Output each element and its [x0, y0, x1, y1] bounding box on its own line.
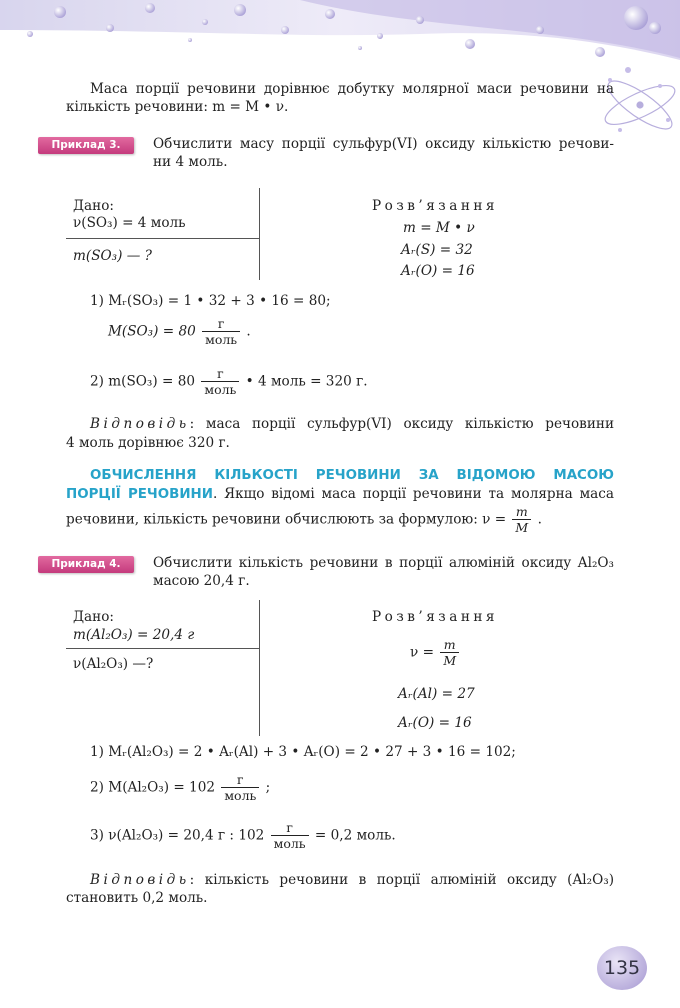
example-3-given-label: Дано:	[73, 198, 114, 214]
example-4-step-2-end: ;	[265, 779, 271, 796]
example-4-ar-al: Aᵣ(Al) = 27	[398, 686, 475, 702]
fraction-numerator: г	[201, 366, 239, 382]
example-4-task-line-1: Обчислити кількість речовини в порції алюміній оксиду Al₂O₃	[153, 555, 614, 571]
section-formula-text: речовини, кількість речовини обчислюють за формулою: ν =	[66, 511, 507, 528]
answer-text: : маса порції сульфур(VI) оксиду кількістю речовини	[189, 416, 614, 432]
example-4-formula-nu: ν =	[410, 644, 434, 661]
example-3-step-2-left: 2) m(SO₃) = 80	[90, 373, 196, 390]
example-4-given-label: Дано:	[73, 609, 114, 625]
example-4-step-3	[90, 820, 396, 851]
example-3-step-1b	[108, 316, 251, 347]
example-4-formula-fraction	[440, 637, 459, 668]
example-3-vertical-divider	[259, 188, 260, 280]
answer-label: Відповідь	[90, 872, 190, 888]
example-4-step-3-fraction	[271, 820, 309, 851]
example-3-step-1: 1) Mᵣ(SO₃) = 1 • 32 + 3 • 16 = 80;	[90, 293, 331, 309]
fraction-denominator: M	[443, 653, 457, 668]
example-3-step-2-fraction	[201, 366, 239, 397]
example-3-task-line-2: ни 4 моль.	[153, 154, 228, 170]
example-4-task-line-2: масою 20,4 г.	[153, 573, 250, 589]
example-3-given-divider	[66, 238, 260, 239]
example-4-ar-o: Aᵣ(O) = 16	[398, 715, 472, 731]
example-3-step-1b-end: .	[246, 323, 251, 340]
fraction-denominator: моль	[224, 788, 257, 803]
example-3-step-2	[90, 366, 368, 397]
example-4-step-2	[90, 772, 270, 803]
example-4-step-3-left: 3) ν(Al₂O₃) = 20,4 г : 102	[90, 827, 265, 844]
example-3-step-1b-left: M(SO₃) = 80	[108, 323, 196, 340]
example-4-given-value: m(Al₂O₃) = 20,4 г	[73, 627, 195, 643]
section-heading-line-1: ОБЧИСЛЕННЯ КІЛЬКОСТІ РЕЧОВИНИ ЗА ВІДОМОЮ МАСОЮ	[90, 468, 614, 483]
example-3-answer-line-1	[90, 415, 614, 433]
example-4-step-2-left: 2) M(Al₂O₃) = 102	[90, 779, 215, 796]
example-4-answer-line-2: становить 0,2 моль.	[66, 890, 208, 906]
example-3-step-1b-fraction	[202, 316, 240, 347]
example-3-answer-line-2: 4 моль дорівнює 320 г.	[66, 435, 230, 451]
example-3-find: m(SO₃) — ?	[73, 248, 152, 264]
page-number: 135	[597, 946, 647, 990]
fraction-numerator: г	[271, 820, 309, 836]
section-formula-end: .	[537, 511, 542, 528]
example-4-given-divider	[66, 648, 260, 649]
fraction-numerator: m	[440, 637, 459, 653]
example-4-answer-line-1	[90, 871, 614, 889]
section-text-after-heading: . Якщо відомі маса порції речовини та молярна маса	[212, 486, 614, 502]
fraction-numerator: m	[512, 504, 531, 520]
example-4-step-1: 1) Mᵣ(Al₂O₃) = 2 • Aᵣ(Al) + 3 • Aᵣ(O) = 2 • 27 + 3 • 16 = 102;	[90, 744, 516, 760]
fraction-denominator: моль	[204, 382, 237, 397]
example-4-find: ν(Al₂O₃) —?	[73, 656, 154, 672]
example-3-ar-s: Aᵣ(S) = 32	[401, 242, 473, 258]
intro-line-1: Маса порції речовини дорівнює добутку молярної маси речовини на	[90, 81, 614, 97]
example-3-solution-label: Розв’язання	[372, 198, 499, 214]
example-4-formula	[410, 637, 461, 668]
answer-text: : кількість речовини в порції алюміній оксиду (Al₂O₃)	[189, 872, 614, 888]
intro-line-2: кількість речовини: m = M • ν.	[66, 99, 289, 115]
section-formula-fraction	[512, 504, 531, 535]
example-3-given-value: ν(SO₃) = 4 моль	[73, 215, 186, 231]
example-3-task-line-1: Обчислити масу порції сульфур(VI) оксиду кількістю речови-	[153, 136, 614, 152]
example-3-step-2-right: • 4 моль = 320 г.	[245, 373, 368, 390]
example-4-solution-label: Розв’язання	[372, 609, 499, 625]
fraction-denominator: моль	[273, 836, 306, 851]
section-line-2	[66, 485, 614, 504]
example-4-vertical-divider	[259, 600, 260, 736]
example-3-ar-o: Aᵣ(O) = 16	[401, 263, 475, 279]
fraction-numerator: г	[221, 772, 259, 788]
example-4-badge: Приклад 4.	[38, 556, 134, 573]
example-3-badge: Приклад 3.	[38, 137, 134, 154]
fraction-numerator: г	[202, 316, 240, 332]
fraction-denominator: моль	[205, 332, 238, 347]
fraction-denominator: M	[515, 520, 529, 535]
section-heading-line-2: ПОРЦІЇ РЕЧОВИНИ	[66, 487, 213, 502]
example-3-formula: m = M • ν	[403, 220, 475, 236]
section-formula-line	[66, 504, 542, 535]
header-decoration	[0, 0, 680, 140]
example-4-step-3-right: = 0,2 моль.	[314, 827, 396, 844]
example-4-step-2-fraction	[221, 772, 259, 803]
answer-label: Відповідь	[90, 416, 190, 432]
